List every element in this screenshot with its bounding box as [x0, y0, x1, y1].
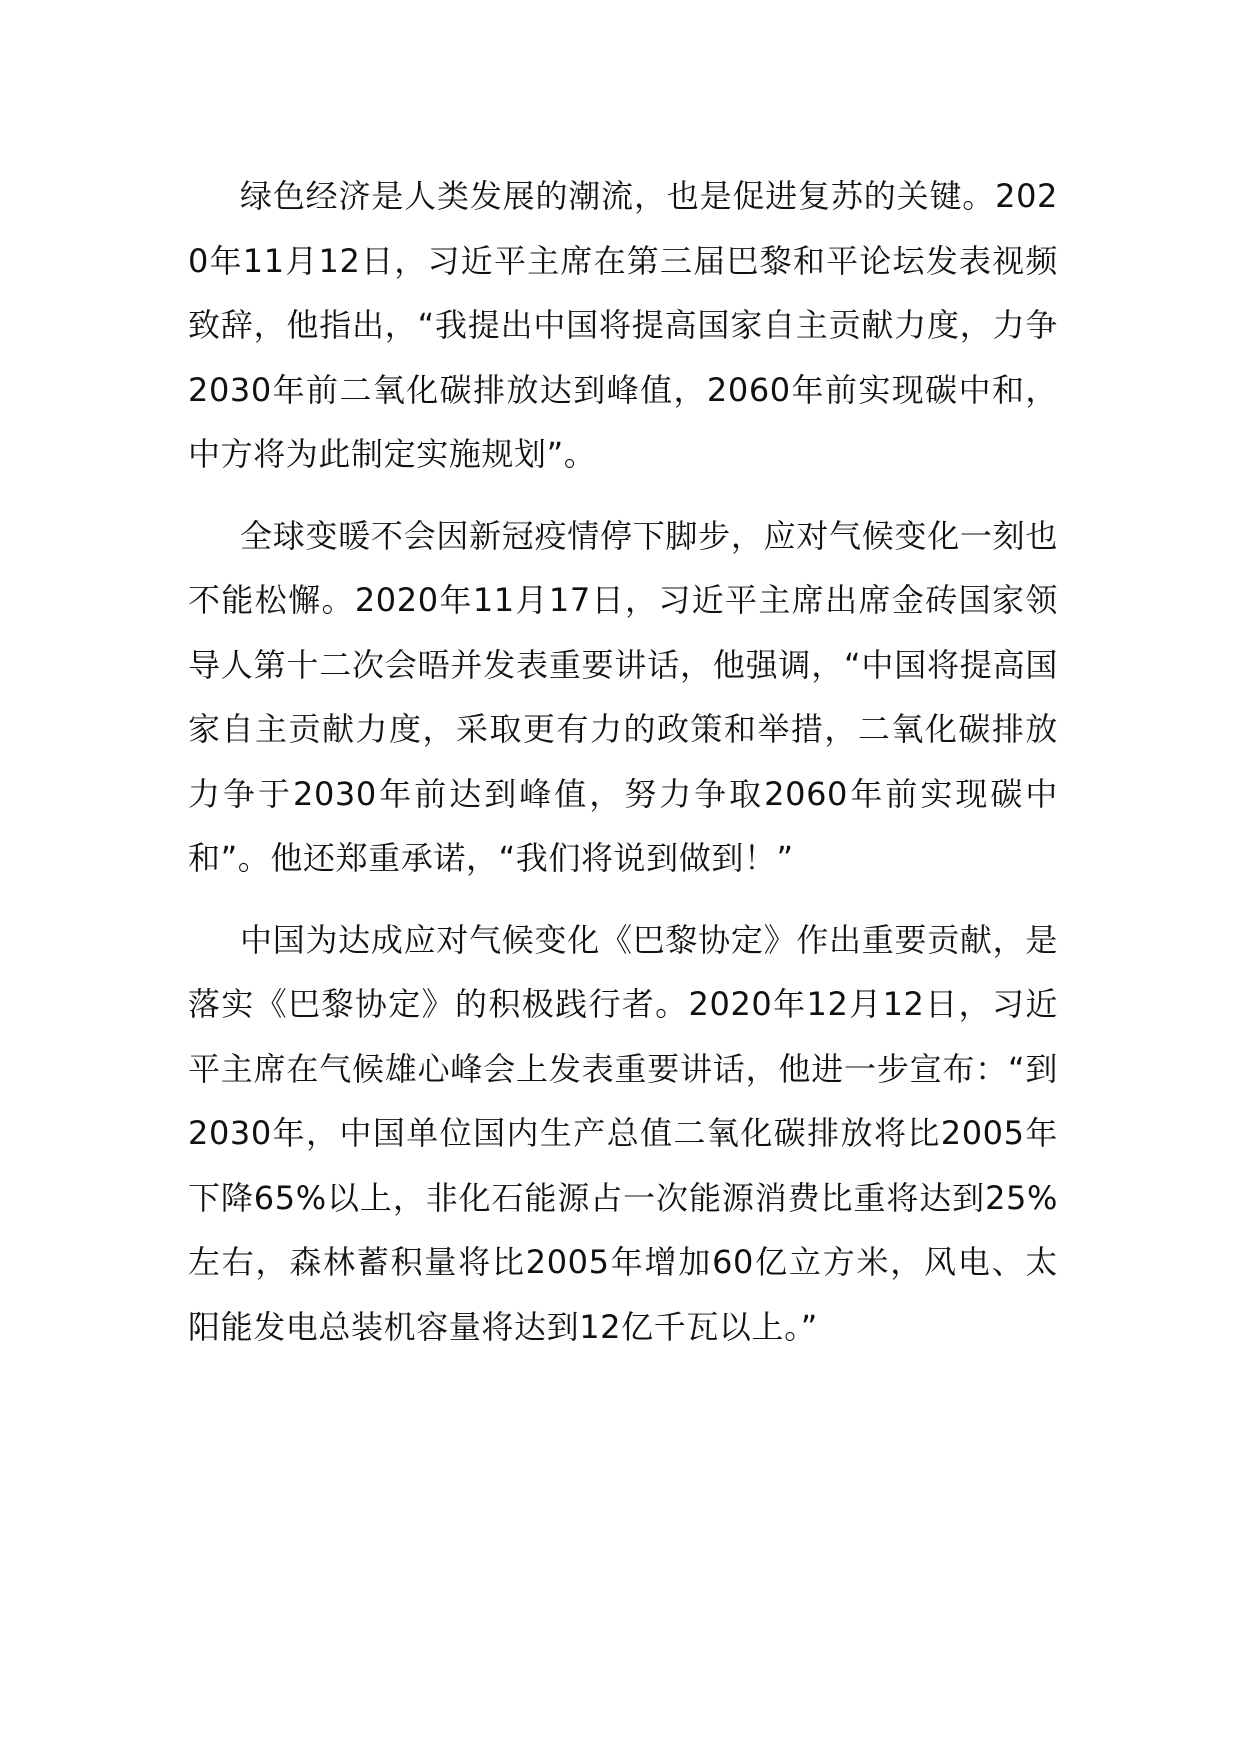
paragraph-green-economy: 绿色经济是人类发展的潮流，也是促进复苏的关键。2020年11月12日，习近平主席在第三届巴黎和平论坛发表视频致辞，他指出，“我提出中国将提高国家自主贡献力度，力争2030年前二氧化碳排放达到峰值，2060年前实现碳中和，中方将为此制定实施规划”。 — [188, 177, 1058, 473]
document-body — [188, 164, 1058, 1359]
paragraph-climate-ambition-summit: 中国为达成应对气候变化《巴黎协定》作出重要贡献，是落实《巴黎协定》的积极践行者。2020年12月12日，习近平主席在气候雄心峰会上发表重要讲话，他进一步宣布：“到2030年，中国单位国内生产总值二氧化碳排放将比2005年下降65%以上，非化石能源占一次能源消费比重将达到25%左右，森林蓄积量将比2005年增加60亿立方米，风电、太阳能发电总装机容量将达到12亿千瓦以上。” — [188, 920, 1058, 1346]
paragraph-brics-summit: 全球变暖不会因新冠疫情停下脚步，应对气候变化一刻也不能松懈。2020年11月17日，习近平主席出席金砖国家领导人第十二次会晤并发表重要讲话，他强调，“中国将提高国家自主贡献力度，采取更有力的政策和举措，二氧化碳排放力争于2030年前达到峰值，努力争取2060年前实现碳中和”。他还郑重承诺，“我们将说到做到！” — [188, 516, 1058, 877]
